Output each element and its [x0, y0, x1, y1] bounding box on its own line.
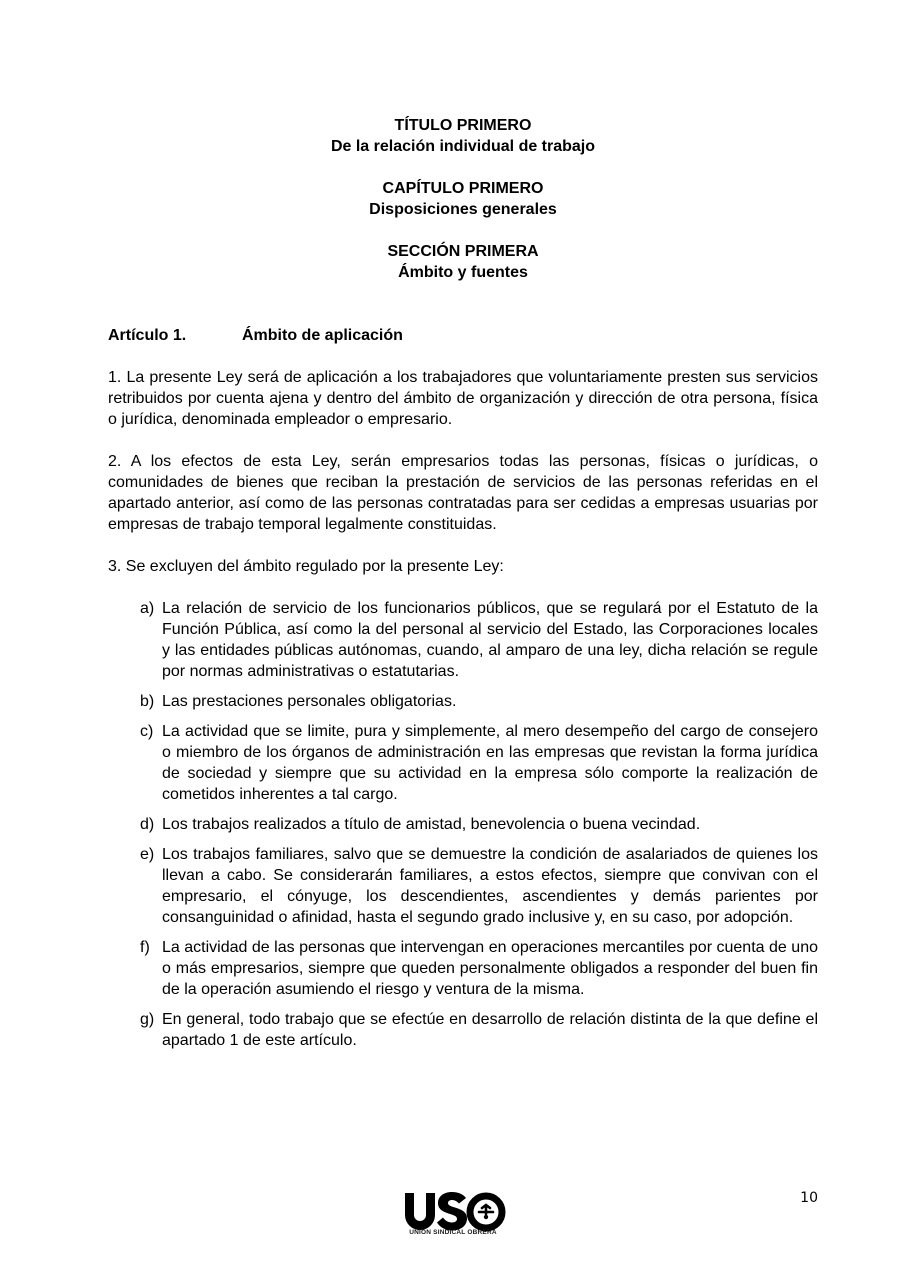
exclusions-list — [108, 598, 818, 1051]
list-marker: d) — [140, 816, 155, 833]
paragraph-1: 1. La presente Ley será de aplicación a los trabajadores que voluntariamente presten sus servicios retribuidos por cuenta ajena y dentro del ámbito de organización y dirección de otra persona, física o jurídica, denominada empleador o empresario. — [108, 369, 818, 428]
list-item — [108, 844, 818, 928]
list-item — [108, 691, 818, 712]
list-item — [108, 1009, 818, 1051]
list-item-text: Los trabajos familiares, salvo que se demuestre la condición de asalariados de quienes los llevan a cabo. Se considerarán familiares, a estos efectos, siempre que convivan con el empresario, el cónyuge, los descendientes, ascendientes y demás parientes por consanguinidad o afinidad, hasta el segundo grado inclusive y, en su caso, por adopción. — [162, 846, 818, 926]
capitulo-label: CAPÍTULO PRIMERO — [382, 180, 544, 197]
list-item-text: En general, todo trabajo que se efectúe en desarrollo de relación distinta de la que define el apartado 1 de este artículo. — [162, 1011, 818, 1049]
logo-tagline: UNIÓN SINDICAL OBRERA — [409, 1229, 497, 1236]
list-marker: b) — [140, 693, 155, 710]
titulo-subtitle: De la relación individual de trabajo — [330, 138, 596, 155]
list-item — [108, 598, 818, 682]
list-item-text: La actividad de las personas que intervengan en operaciones mercantiles por cuenta de uno o más empresarios, siempre que queden personalmente obligados a responder del buen fin de la operación asumiendo el riesgo y ventura de la misma. — [162, 939, 818, 998]
article-body — [108, 367, 818, 1060]
seccion-heading — [108, 241, 818, 283]
list-item-text: La actividad que se limite, pura y simplemente, al mero desempeño del cargo de consejero o miembro de los órganos de administración en las empresas que revistan la forma jurídica de sociedad y siempre que su actividad en la empresa sólo comporte la realización de cometidos inherentes a tal cargo. — [162, 723, 818, 803]
seccion-subtitle: Ámbito y fuentes — [398, 264, 528, 281]
list-item — [108, 721, 818, 805]
list-item-text: Los trabajos realizados a título de amistad, benevolencia o buena vecindad. — [162, 816, 701, 833]
logo-letter-s — [437, 1192, 467, 1231]
list-marker: a) — [140, 600, 155, 617]
article-number: Artículo 1. — [108, 327, 187, 344]
list-marker: c) — [140, 723, 154, 740]
paragraph-3: 3. Se excluyen del ámbito regulado por la presente Ley: — [108, 558, 504, 575]
paragraph-2: 2. A los efectos de esta Ley, serán empresarios todas las personas, físicas o jurídicas, o comunidades de bienes que reciban la prestación de servicios de las personas referidas en el apartado anterior, así como de las personas contratadas para ser cedidas a empresas usuarias por empresas de trabajo temporal legalmente constituidas. — [108, 453, 818, 533]
capitulo-heading — [108, 178, 818, 220]
list-marker: e) — [140, 846, 155, 863]
logo-emblem-icon — [479, 1205, 493, 1214]
list-item-text: Las prestaciones personales obligatorias. — [162, 693, 457, 710]
logo-letter-u — [405, 1193, 435, 1230]
list-item-text: La relación de servicio de los funcionarios públicos, que se regulará por el Estatuto de la Función Pública, así como la del personal al servicio del Estado, las Corporaciones locales y las entidades públicas autónomas, cuando, al amparo de una ley, dicha relación se regule por normas administrativas o estatutarias. — [162, 600, 818, 680]
capitulo-subtitle: Disposiciones generales — [369, 201, 557, 218]
list-item — [108, 937, 818, 1000]
list-item — [108, 814, 818, 835]
page-number: 10 — [800, 1190, 818, 1206]
article-name: Ámbito de aplicación — [242, 327, 403, 344]
list-marker: f) — [140, 939, 150, 956]
heading-block — [108, 115, 818, 304]
seccion-label: SECCIÓN PRIMERA — [387, 243, 539, 260]
list-marker: g) — [140, 1011, 155, 1028]
article-title — [108, 325, 403, 346]
titulo-heading — [108, 115, 818, 157]
titulo-label: TÍTULO PRIMERO — [394, 117, 532, 134]
